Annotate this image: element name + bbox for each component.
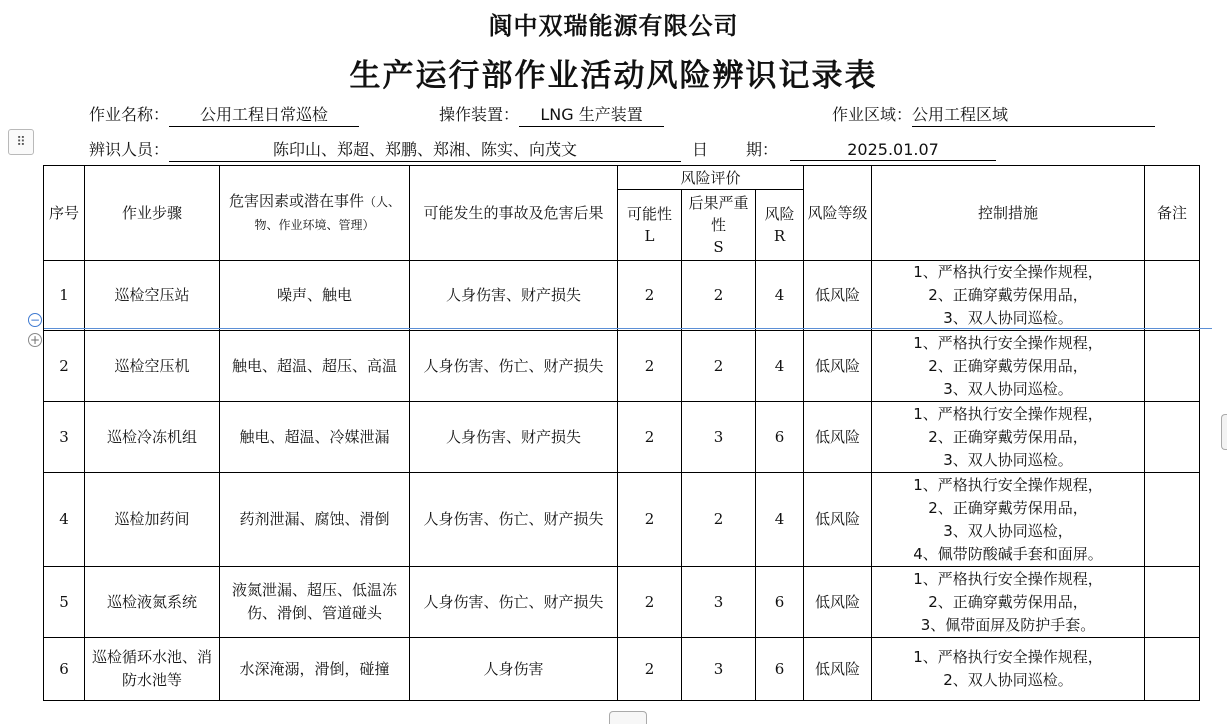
row-consequence: 人身伤害 [410, 638, 618, 701]
row-measures [872, 638, 1145, 701]
header-likelihood-label: 可能性 [626, 205, 672, 223]
identifier-value: 陈印山、郑超、郑鹏、郑湘、陈实、向茂文 [169, 137, 681, 162]
device-field [439, 102, 664, 127]
measure-line: 2、双人协同巡检。 [943, 671, 1073, 689]
row-consequence: 人身伤害、财产损失 [410, 402, 618, 473]
row-level: 低风险 [804, 261, 872, 331]
row-step: 巡检加药间 [85, 473, 220, 567]
measure-line: 3、双人协同巡检。 [943, 379, 1073, 398]
row-hazard: 液氮泄漏、超压、低温冻伤、滑倒、管道碰头 [220, 567, 410, 638]
header-row-1 [44, 166, 1200, 190]
row-no: 3 [44, 402, 85, 473]
row-consequence: 人身伤害、伤亡、财产损失 [410, 331, 618, 402]
measure-line: 3、双人协同巡检。 [943, 309, 1073, 327]
row-consequence: 人身伤害、伤亡、财产损失 [410, 473, 618, 567]
date-field [692, 137, 996, 161]
row-hazard: 触电、超温、冷媒泄漏 [220, 402, 410, 473]
header-hazard [220, 166, 410, 261]
row-consequence: 人身伤害、财产损失 [410, 261, 618, 331]
row-likelihood: 2 [618, 567, 682, 638]
row-risk: 4 [756, 473, 804, 567]
row-hazard: 触电、超温、超压、高温 [220, 331, 410, 402]
identifier-label: 辨识人员： [89, 140, 170, 159]
row-step: 巡检循环水池、消防水池等 [85, 638, 220, 701]
row-step: 巡检空压站 [85, 261, 220, 331]
area-field [832, 102, 1155, 127]
row-risk: 6 [756, 567, 804, 638]
row-no: 4 [44, 473, 85, 567]
header-severity [682, 190, 756, 261]
date-label-1: 日 [692, 140, 709, 159]
row-level: 低风险 [804, 331, 872, 402]
table-row [44, 331, 1200, 402]
row-insert-guide [44, 328, 1212, 329]
row-no: 2 [44, 331, 85, 402]
header-risk-label: 风险 [764, 205, 795, 223]
row-hazard: 水深淹溺，滑倒，碰撞 [220, 638, 410, 701]
header-likelihood-code: L [644, 227, 655, 245]
row-step: 巡检冷冻机组 [85, 402, 220, 473]
measure-line: 1、严格执行安全操作规程， [913, 263, 1103, 281]
measure-line: 2、正确穿戴劳保用品， [928, 498, 1088, 517]
job-name-value: 公用工程日常巡检 [169, 102, 359, 127]
header-remark: 备注 [1145, 166, 1200, 261]
row-measures [872, 567, 1145, 638]
measure-line: 1、严格执行安全操作规程， [913, 648, 1103, 666]
area-value: 公用工程区域 [912, 102, 1155, 127]
row-level: 低风险 [804, 638, 872, 701]
row-no: 5 [44, 567, 85, 638]
row-step: 巡检空压机 [85, 331, 220, 402]
measure-line: 2、正确穿戴劳保用品， [928, 356, 1088, 375]
row-remark [1145, 567, 1200, 638]
measure-line: 3、双人协同巡检， [943, 521, 1073, 540]
side-panel-handle[interactable] [1221, 414, 1227, 450]
date-value: 2025.01.07 [790, 140, 996, 161]
row-likelihood: 2 [618, 402, 682, 473]
table-row [44, 567, 1200, 638]
row-level: 低风险 [804, 473, 872, 567]
header-severity-label: 后果严重性 [688, 194, 749, 234]
measure-line: 1、严格执行安全操作规程， [913, 475, 1103, 494]
row-likelihood: 2 [618, 331, 682, 402]
row-risk: 6 [756, 638, 804, 701]
measure-line: 1、严格执行安全操作规程， [913, 404, 1103, 423]
device-label: 操作装置： [439, 105, 520, 124]
header-consequence: 可能发生的事故及危害后果 [410, 166, 618, 261]
row-severity: 2 [682, 473, 756, 567]
job-name-field [89, 102, 359, 127]
header-risk-code: R [773, 227, 786, 245]
measure-line: 3、双人协同巡检。 [943, 450, 1073, 469]
risk-table [43, 165, 1200, 701]
header-step: 作业步骤 [85, 166, 220, 261]
date-label-2: 期： [746, 140, 779, 159]
row-likelihood: 2 [618, 261, 682, 331]
minus-circle-icon[interactable]: − [29, 313, 41, 327]
row-severity: 3 [682, 638, 756, 701]
row-likelihood: 2 [618, 473, 682, 567]
bottom-panel-handle[interactable] [609, 711, 647, 724]
form-title: 生产运行部作业活动风险辨识记录表 [349, 58, 878, 94]
row-hazard: 噪声、触电 [220, 261, 410, 331]
row-remark [1145, 473, 1200, 567]
drag-handle-icon[interactable]: ⠿ [8, 129, 34, 155]
row-severity: 2 [682, 331, 756, 402]
plus-circle-icon[interactable]: + [29, 333, 41, 347]
row-severity: 3 [682, 567, 756, 638]
device-value: LNG 生产装置 [519, 102, 664, 127]
company-name: 阆中双瑞能源有限公司 [488, 12, 739, 40]
row-remark [1145, 261, 1200, 331]
header-risk-level: 风险等级 [804, 166, 872, 261]
identifier-field [89, 137, 681, 162]
row-measures [872, 331, 1145, 402]
measure-line: 2、正确穿戴劳保用品， [928, 592, 1088, 611]
row-measures [872, 473, 1145, 567]
measure-line: 1、严格执行安全操作规程， [913, 569, 1103, 588]
row-step: 巡检液氮系统 [85, 567, 220, 638]
row-consequence: 人身伤害、伤亡、财产损失 [410, 567, 618, 638]
row-no: 1 [44, 261, 85, 331]
row-measures [872, 261, 1145, 331]
header-risk-eval: 风险评价 [618, 166, 804, 190]
table-row [44, 473, 1200, 567]
row-severity: 2 [682, 261, 756, 331]
row-hazard: 药剂泄漏、腐蚀、滑倒 [220, 473, 410, 567]
area-label: 作业区域： [832, 105, 913, 124]
header-likelihood [618, 190, 682, 261]
measure-line: 4、佩带防酸碱手套和面屏。 [913, 544, 1103, 563]
row-measures [872, 402, 1145, 473]
table-row [44, 402, 1200, 473]
measure-line: 2、正确穿戴劳保用品， [928, 427, 1088, 446]
job-name-label: 作业名称： [89, 105, 170, 124]
row-remark [1145, 331, 1200, 402]
row-severity: 3 [682, 402, 756, 473]
row-level: 低风险 [804, 402, 872, 473]
table-row [44, 261, 1200, 331]
measure-line: 1、严格执行安全操作规程， [913, 333, 1103, 352]
header-hazard-sub: （人、物、作业环境、管理） [254, 195, 401, 232]
row-risk: 4 [756, 331, 804, 402]
header-severity-code: S [713, 238, 724, 256]
row-risk: 4 [756, 261, 804, 331]
header-no: 序号 [44, 166, 85, 261]
header-risk [756, 190, 804, 261]
row-no: 6 [44, 638, 85, 701]
row-likelihood: 2 [618, 638, 682, 701]
row-remark [1145, 402, 1200, 473]
header-control: 控制措施 [872, 166, 1145, 261]
measure-line: 3、佩带面屏及防护手套。 [920, 615, 1096, 634]
row-risk: 6 [756, 402, 804, 473]
row-remark [1145, 638, 1200, 701]
measure-line: 2、正确穿戴劳保用品， [928, 286, 1088, 304]
header-hazard-main: 危害因素或潜在事件 [228, 192, 364, 210]
row-level: 低风险 [804, 567, 872, 638]
table-row [44, 638, 1200, 701]
